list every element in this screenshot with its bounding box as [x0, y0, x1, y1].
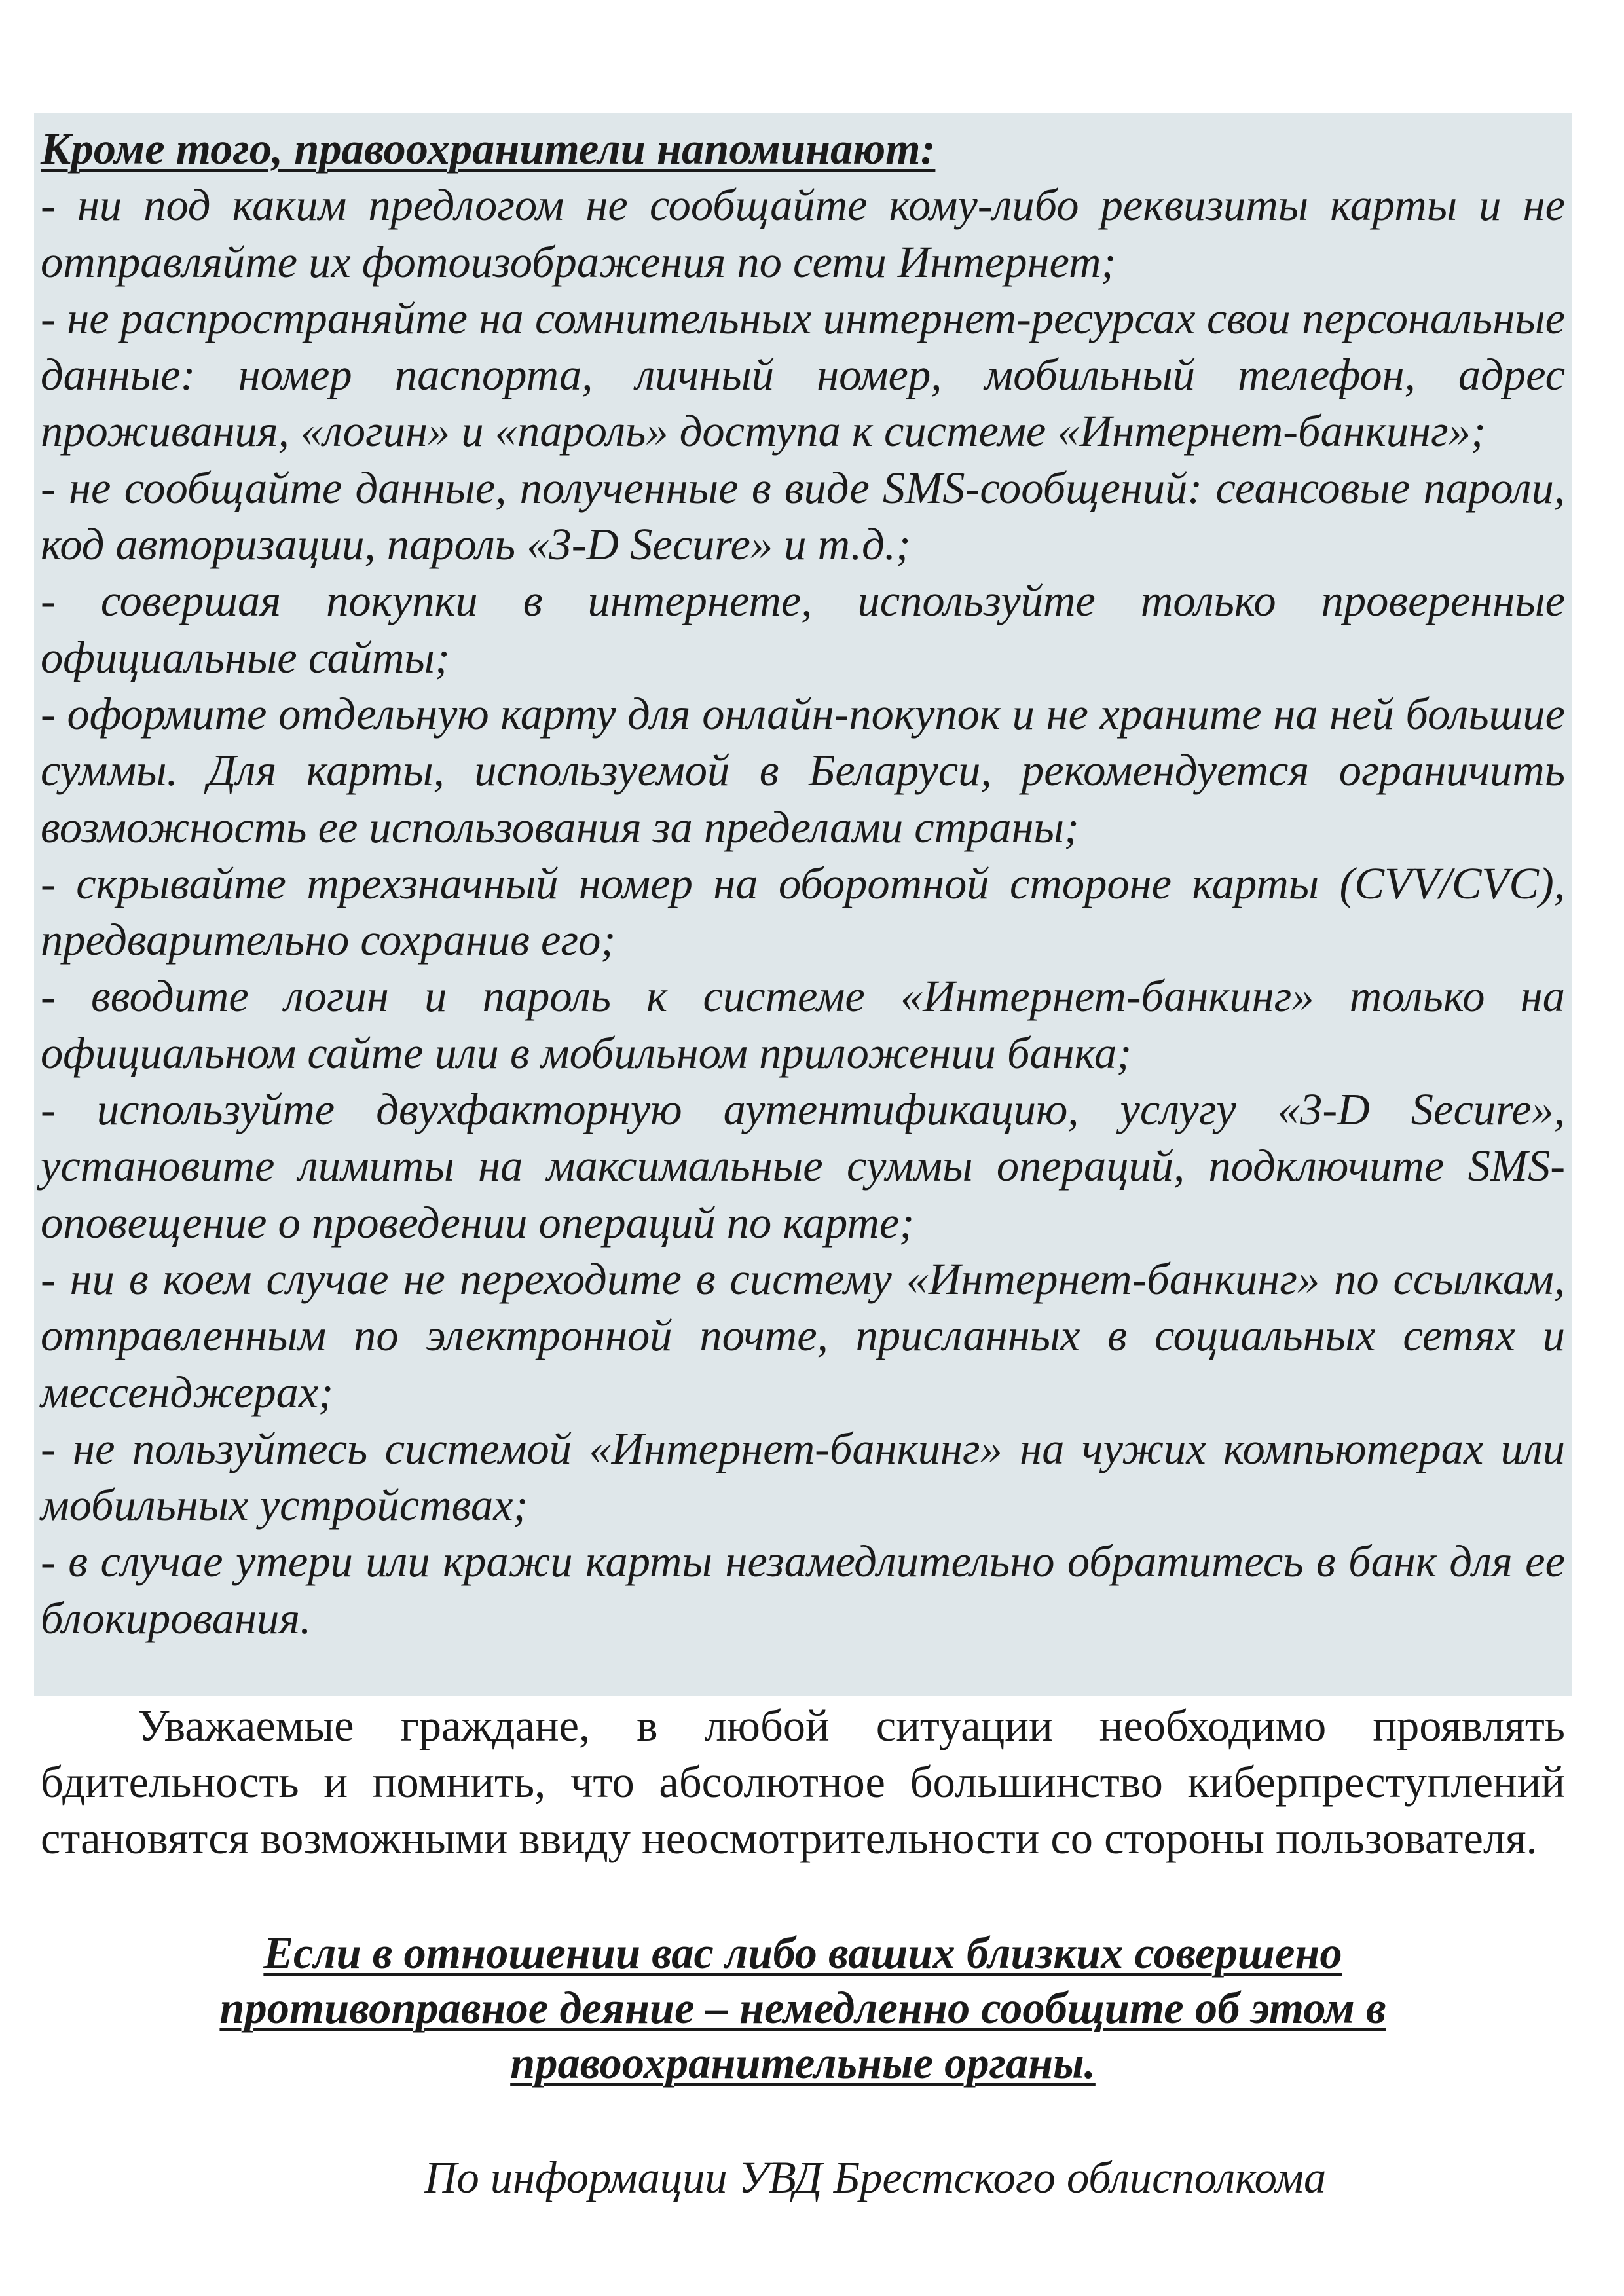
alert-line: противоправное деяние – немедленно сообщите об этом в: [219, 1983, 1386, 2033]
reminder-item: - ни под каким предлогом не сообщайте кому-либо реквизиты карты и не отправляйте их фотоизображения по сети Интернет;: [41, 180, 1565, 287]
alert-line: Если в отношении вас либо ваших близких совершено: [263, 1928, 1342, 1978]
source-attribution: По информации УВД Брестского облисполкома: [424, 2153, 1327, 2202]
reminder-item: - скрывайте трехзначный номер на оборотной стороне карты (CVV/CVC), предварительно сохранив его;: [41, 858, 1565, 965]
reminder-item: - не распространяйте на сомнительных интернет-ресурсах свои персональные данные: номер паспорта, личный номер, мобильный телефон, адрес проживания, «логин» и «пароль» доступа к системе «Интернет-банкинг»;: [41, 293, 1565, 456]
reminder-item: - используйте двухфакторную аутентификацию, услугу «3-D Secure», установите лимиты на максимальные суммы операций, подключите SMS-оповещение о проведении операций по карте;: [41, 1084, 1565, 1248]
reminder-item: - ни в коем случае не переходите в систему «Интернет-банкинг» по ссылкам, отправленным по электронной почте, присланных в социальных сетях и мессенджерах;: [41, 1253, 1565, 1417]
reminder-item: - не пользуйтесь системой «Интернет-банкинг» на чужих компьютерах или мобильных устройствах;: [41, 1423, 1565, 1530]
reminder-item: - не сообщайте данные, полученные в виде SMS-сообщений: сеансовые пароли, код авторизации, пароль «3-D Secure» и т.д.;: [41, 462, 1565, 570]
reminder-item: - вводите логин и пароль к системе «Интернет-банкинг» только на официальном сайте или в мобильном приложении банка;: [41, 971, 1565, 1078]
reminders-box: [34, 113, 1572, 1696]
reminders-heading: Кроме того, правоохранители напоминают:: [41, 124, 936, 174]
alert-paragraph: [41, 1925, 1565, 2090]
appeal-paragraph: Уважаемые граждане, в любой ситуации необходимо проявлять бдительность и помнить, что абсолютное большинство киберпреступлений становятся возможными ввиду неосмотрительности со стороны пользователя.: [41, 1701, 1565, 1863]
reminder-item: - оформите отдельную карту для онлайн-покупок и не храните на ней большие суммы. Для карты, используемой в Беларуси, рекомендуется ограничить возможность ее использования за пределами страны;: [41, 688, 1565, 852]
reminder-item: - совершая покупки в интернете, используйте только проверенные официальные сайты;: [41, 576, 1565, 682]
alert-line: правоохранительные органы.: [510, 2038, 1096, 2088]
reminder-item: - в случае утери или кражи карты незамедлительно обратитесь в банк для ее блокирования.: [41, 1536, 1565, 1643]
